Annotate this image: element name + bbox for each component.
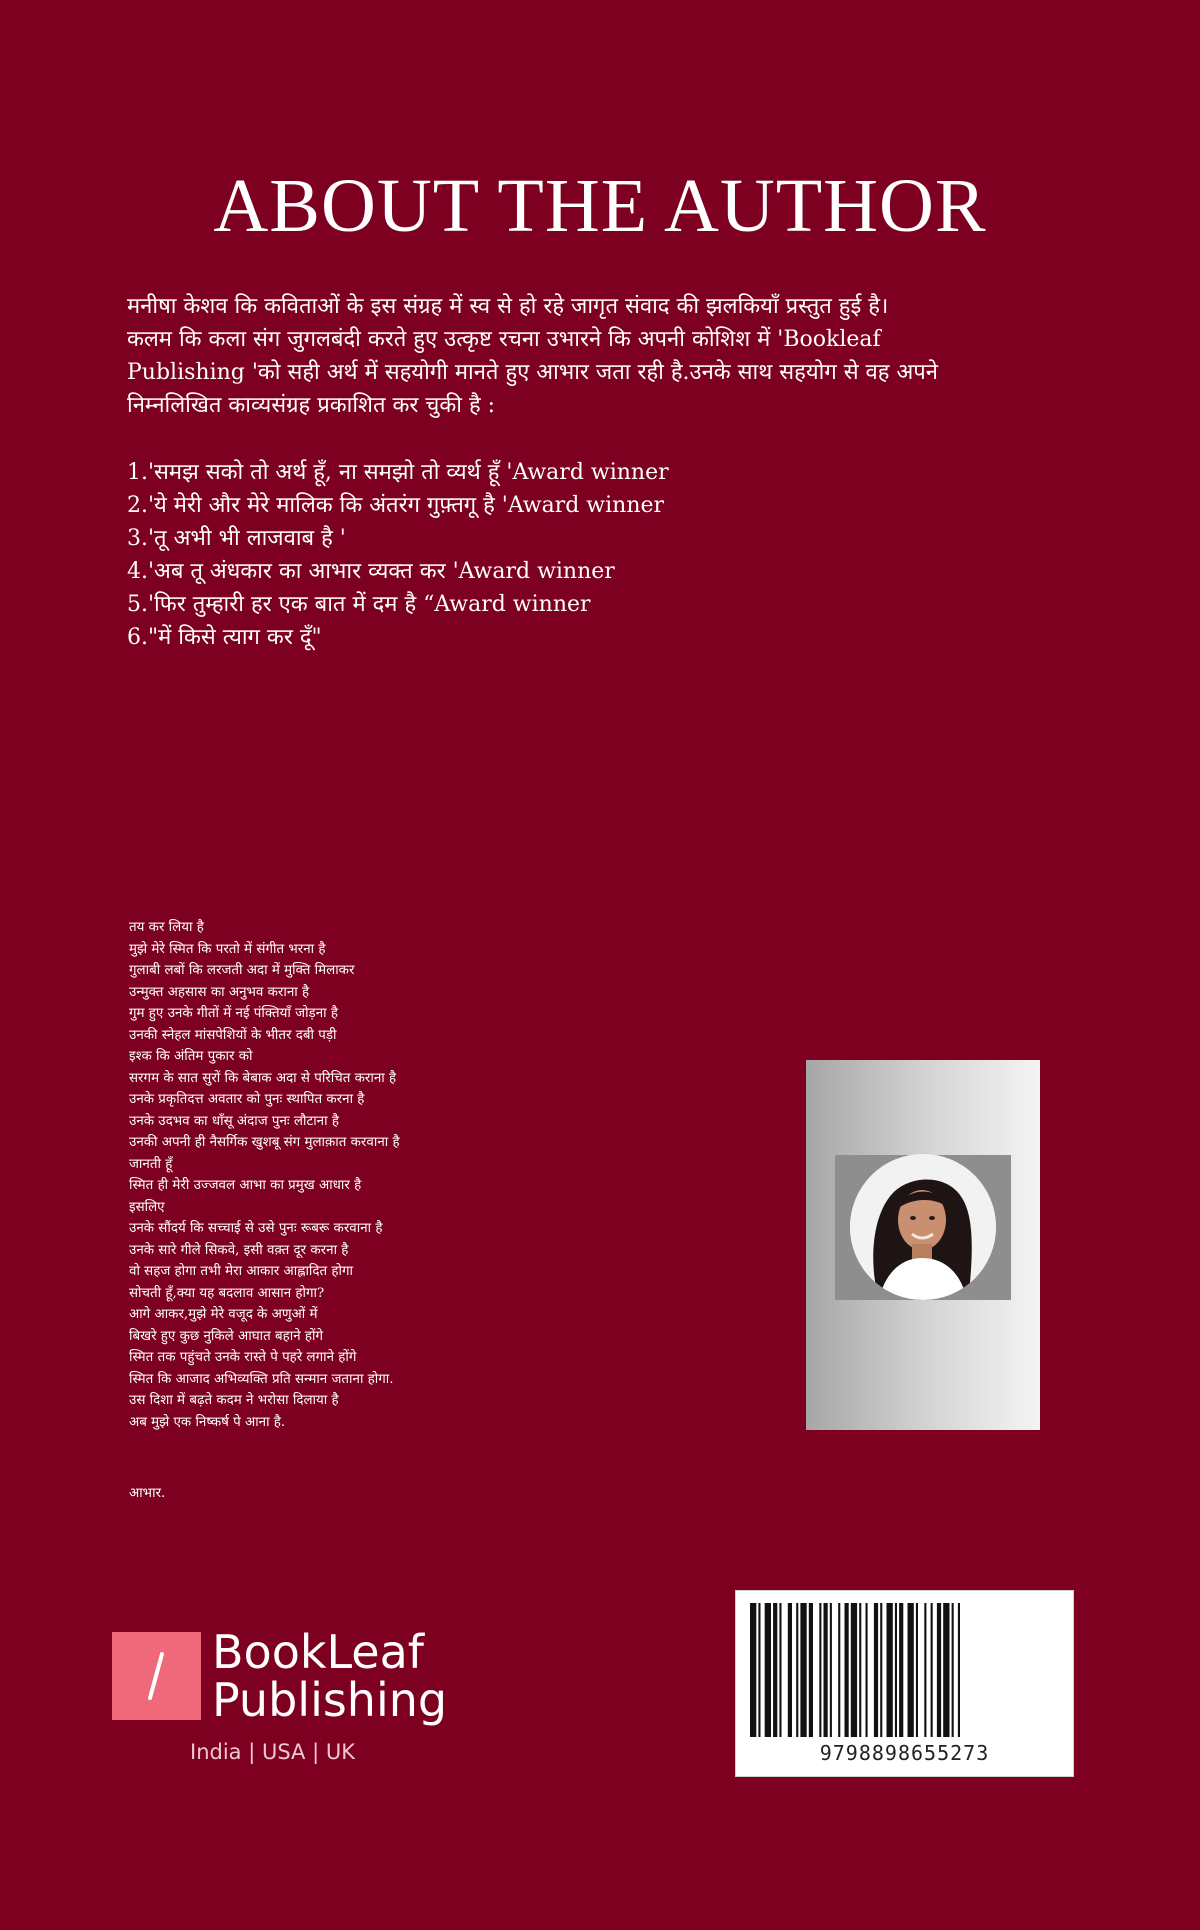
published-work-item: 5.'फिर तुम्हारी हर एक बात में दम है “Award winner	[127, 592, 591, 617]
barcode-bar	[796, 1603, 798, 1737]
poem-line: बिखरे हुए कुछ नुकिले आघात बहाने होंगे	[129, 1328, 324, 1344]
poem-line: उन्मुक्त अहसास का अनुभव कराना है	[129, 984, 310, 1000]
closing-note: आभार.	[129, 1486, 166, 1501]
barcode-bar	[779, 1603, 781, 1737]
barcode-bar	[924, 1603, 926, 1737]
poem-line: अब मुझे एक निष्कर्ष पे आना है.	[129, 1414, 286, 1430]
published-work-item: 3.'तू अभी भी लाजवाब है '	[127, 526, 346, 551]
barcode-bar	[851, 1603, 857, 1737]
barcode-bar	[845, 1603, 849, 1737]
intro-line: निम्नलिखित काव्यसंग्रह प्रकाशित कर चुकी है :	[127, 393, 496, 418]
barcode-bar	[943, 1603, 949, 1737]
poem-line: सरगम के सात सुरों कि बेबाक अदा से परिचित कराना है	[129, 1070, 397, 1086]
intro-line: कलम कि कला संग जुगलबंदी करते हुए उत्कृष्ट रचना उभारने कि अपनी कोशिश में 'Bookleaf	[127, 327, 881, 352]
barcode-bar	[859, 1603, 861, 1737]
published-work-item: 6."में किसे त्याग कर दूँ"	[127, 625, 322, 650]
author-photo-frame	[835, 1155, 1011, 1300]
published-works-list	[127, 456, 1017, 654]
publisher-name	[212, 1625, 448, 1727]
published-work-item: 2.'ये मेरी और मेरे मालिक कि अंतरंग गुफ़्तगू है 'Award winner	[127, 493, 665, 518]
poem-line: उनके प्रकृतिदत्त अवतार को पुनः स्थापित करना है	[129, 1092, 365, 1107]
intro-line: Publishing 'को सही अर्थ में सहयोगी मानते हुए आभार जता रही है.उनके साथ सहयोग से वह अपने	[127, 360, 938, 385]
barcode-bar	[750, 1603, 756, 1737]
poem	[129, 917, 589, 1433]
slash-icon	[112, 1632, 201, 1720]
isbn-number: 9798898655273	[819, 1741, 990, 1765]
poem-line: इसलिए	[129, 1199, 165, 1215]
barcode-bar	[765, 1603, 771, 1737]
author-intro	[127, 290, 1017, 422]
barcode-bar	[788, 1603, 792, 1737]
author-photo-panel	[806, 1060, 1040, 1430]
poem-line: तय कर लिया है	[129, 920, 204, 935]
poem-line: उनके सारे गीले सिकवे, इसी वक़्त दूर करना है	[129, 1242, 349, 1258]
poem-line: स्मित कि आजाद अभिव्यक्ति प्रति सन्मान जताना होगा.	[129, 1371, 394, 1387]
barcode-bar	[866, 1603, 868, 1737]
barcode-bar	[895, 1603, 897, 1737]
author-avatar	[850, 1154, 996, 1300]
barcode-bar	[887, 1603, 893, 1737]
publisher-name-line: Publishing	[212, 1673, 448, 1727]
intro-line: मनीषा केशव कि कविताओं के इस संग्रह में स्व से हो रहे जागृत संवाद की झलकियाँ प्रस्तुत हुई है।	[127, 294, 889, 319]
poem-line: उनके सौंदर्य कि सच्चाई से उसे पुनः रूबरू करवाना है	[129, 1221, 383, 1236]
author-portrait	[850, 1154, 996, 1300]
poem-line: स्मित तक पहुंचते उनके रास्ते पे पहरे लगाने होंगे	[129, 1350, 357, 1365]
poem-line: सोचती हूँ,क्या यह बदलाव आसान होगा?	[129, 1285, 325, 1301]
barcode-bar	[952, 1603, 954, 1737]
poem-line: उनके उदभव का धाँसू अंदाज पुनः लौटाना है	[129, 1113, 339, 1129]
poem-line: गुम हुए उनके गीतों में नई पंक्तियाँ जोड़ना है	[129, 1006, 338, 1021]
barcode-bar	[958, 1603, 960, 1737]
poem-line: उनकी स्नेहल मांसपेशियों के भीतर दबी पड़ी	[129, 1027, 337, 1043]
barcode-bar	[758, 1603, 760, 1737]
barcode-bar	[838, 1603, 840, 1737]
barcode-bars	[746, 1603, 1063, 1737]
barcode-bar	[773, 1603, 777, 1737]
barcode-bar	[809, 1603, 813, 1737]
poem-line: मुझे मेरे स्मित कि परतो में संगीत भरना है	[129, 941, 326, 957]
barcode-bar	[800, 1603, 806, 1737]
published-work-item: 1.'समझ सको तो अर्थ हूँ, ना समझो तो व्यर्थ हूँ 'Award winner	[127, 460, 669, 485]
poem-line: जानती हूँ	[129, 1156, 173, 1172]
barcode-bar	[931, 1603, 933, 1737]
barcode-bar	[830, 1603, 832, 1737]
barcode-bar	[916, 1603, 918, 1737]
publisher-regions: India | USA | UK	[190, 1740, 355, 1764]
barcode-bar	[899, 1603, 903, 1737]
page-title: ABOUT THE AUTHOR	[213, 164, 987, 248]
barcode-bar	[908, 1603, 914, 1737]
poem-line: उस दिशा में बढ़ते कदम ने भरोसा दिलाया है	[129, 1393, 339, 1408]
poem-line: गुलाबी लबों कि लरजती अदा में मुक्ति मिलाकर	[129, 963, 355, 978]
isbn-barcode	[735, 1590, 1074, 1777]
publisher-logo-mark	[112, 1632, 201, 1720]
barcode-bar	[824, 1603, 828, 1737]
barcode-bar	[874, 1603, 878, 1737]
poem-line: आगे आकर,मुझे मेरे वजूद के अणुओं में	[129, 1307, 318, 1322]
barcode-bar	[937, 1603, 941, 1737]
poem-line: इश्क कि अंतिम पुकार को	[129, 1049, 253, 1064]
barcode-bar	[819, 1603, 821, 1737]
poem-line: स्मित ही मेरी उज्जवल आभा का प्रमुख आधार है	[129, 1178, 362, 1193]
published-work-item: 4.'अब तू अंधकार का आभार व्यक्त कर 'Award winner	[127, 559, 615, 584]
poem-line: वो सहज होगा तभी मेरा आकार आह्लादित होगा	[129, 1264, 353, 1279]
publisher-name-line: BookLeaf	[212, 1625, 424, 1679]
poem-line: उनकी अपनी ही नैसर्गिक खुशबू संग मुलाक़ात करवाना है	[129, 1135, 400, 1150]
barcode-bar	[880, 1603, 882, 1737]
